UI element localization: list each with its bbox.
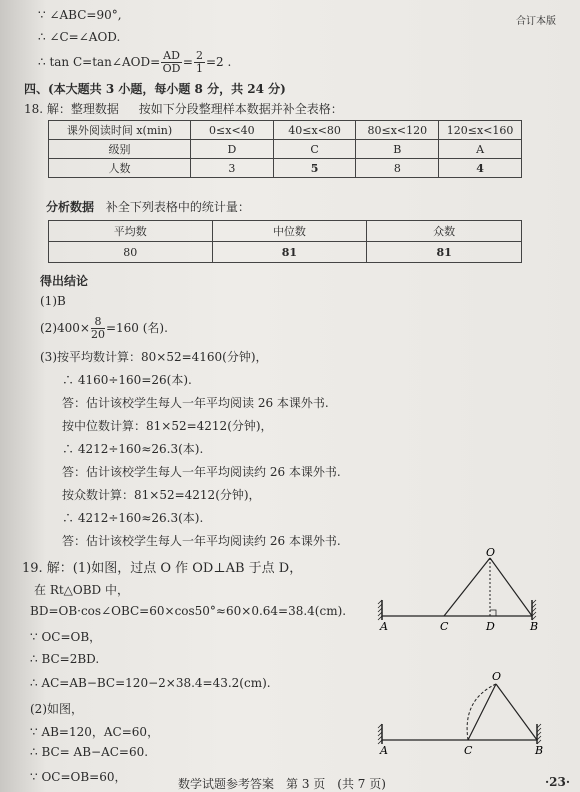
analysis-title: 分析数据: [46, 200, 95, 214]
frac-num: 2: [195, 49, 203, 62]
table-cell: 81: [367, 242, 522, 263]
q19-line-10: ∵ OC=OB=60，: [30, 770, 127, 784]
answer-3-mode-calc: ∴ 4212÷160≈26.3(本).: [62, 511, 204, 525]
table-cell: 8: [356, 159, 439, 178]
q18-instruction: 按如下分段整理样本数据并补全表格：: [138, 102, 343, 116]
table-header-row: [49, 221, 522, 242]
answer-3-mean-calc: ∴ 4160÷160=26(本).: [62, 373, 192, 387]
label-c: C: [440, 620, 449, 633]
table-cell: 中位数: [212, 221, 367, 242]
table-cell: 课外阅读时间 x(min): [49, 121, 191, 140]
label-o: O: [486, 548, 496, 559]
wall-hatch-right: [537, 724, 541, 744]
table-cell: 0≤x<40: [191, 121, 274, 140]
q19-line-9: ∴ BC= AB−AC=60.: [30, 745, 149, 759]
q19-line-7: (2)如图，: [30, 702, 83, 716]
answer-3-median-conclusion: 答：估计该校学生每人一年平均阅读约 26 本课外书.: [62, 465, 341, 479]
tan-prefix: ∴ tan C=tan∠AOD=: [38, 55, 161, 69]
answer-3-median-calc: ∴ 4212÷160≈26.3(本).: [62, 442, 204, 456]
segment-ob: [490, 558, 532, 616]
equals-sign: =: [182, 55, 193, 69]
table-cell: D: [191, 140, 274, 159]
table-cell: 平均数: [49, 221, 213, 242]
answer-3-mean: (3)按平均数计算：80×52=4160(分钟)，: [40, 350, 268, 364]
label-o: O: [492, 670, 502, 683]
table-cell: C: [273, 140, 356, 159]
fraction-8-20: [91, 316, 105, 341]
label-c: C: [464, 744, 473, 757]
line-tan-c: [38, 50, 231, 75]
q19-line-2: 在 Rt△OBD 中，: [34, 583, 129, 597]
analysis-instruction: 补全下列表格中的统计量：: [105, 200, 250, 214]
table-cell: 4: [439, 159, 522, 178]
answer-3-mode: 按众数计算：81×52=4212(分钟)，: [62, 488, 261, 502]
answer-2-suffix: =160 (名).: [105, 321, 168, 335]
geometry-figure-2: [372, 670, 552, 760]
table-cell: 人数: [49, 159, 191, 178]
analysis-line: [46, 198, 250, 215]
fraction-2-1: [194, 50, 205, 75]
answer-1: (1)B: [40, 294, 66, 308]
table-cell: 81: [212, 242, 367, 263]
q19-line-4: ∵ OC=OB，: [30, 630, 102, 644]
footer-title: 数学试题参考答案 第 3 页 (共 7 页): [178, 777, 386, 791]
q19-line-6: ∴ AC=AB−BC=120−2×38.4=43.2(cm).: [30, 676, 271, 690]
q18-intro: [24, 100, 343, 117]
label-d: D: [486, 620, 495, 633]
q19-line-5: ∴ BC=2BD.: [30, 652, 100, 666]
q19-line-3: BD=OB·cos∠OBC=60×cos50°≈60×0.64=38.4(cm).: [30, 604, 347, 618]
frequency-table: [48, 120, 522, 178]
frac-den: OD: [162, 62, 181, 75]
line-angle-abc: ∵ ∠ABC=90°,: [38, 8, 122, 22]
table-cell: 众数: [367, 221, 522, 242]
table-cell: A: [439, 140, 522, 159]
table-cell: 5: [273, 159, 356, 178]
wall-hatch-right: [532, 600, 536, 620]
table-cell: 40≤x<80: [273, 121, 356, 140]
segment-oc: [444, 558, 490, 616]
frac-den: 20: [90, 328, 105, 341]
conclusion-title: 得出结论: [40, 274, 89, 288]
label-b: B: [535, 744, 544, 757]
segment-ob: [496, 684, 537, 740]
q19-line-8: ∵ AB=120，AC=60，: [30, 725, 160, 739]
answer-2-prefix: (2)400×: [40, 321, 90, 335]
q19-line-1: 19. 解：(1)如图，过点 O 作 OD⊥AB 于点 D，: [22, 561, 303, 576]
label-a: A: [380, 620, 388, 633]
table-row: [49, 140, 522, 159]
frac-den: 1: [195, 62, 203, 75]
answer-3-median: 按中位数计算：81×52=4212(分钟)，: [62, 419, 273, 433]
table-cell: 3: [191, 159, 274, 178]
geometry-figure-1: [372, 548, 552, 638]
wall-hatch-left: [378, 600, 382, 620]
table-header-row: [49, 121, 522, 140]
statistics-table: [48, 220, 522, 263]
page-number: ·23·: [544, 775, 570, 789]
table-row: [49, 159, 522, 178]
edition-label: 合订本版: [516, 16, 556, 27]
table-cell: B: [356, 140, 439, 159]
tan-suffix: =2 .: [205, 55, 232, 69]
answer-2: [40, 316, 168, 341]
frac-num: 8: [91, 316, 105, 329]
right-angle-mark: [490, 610, 496, 616]
table-cell: 80: [49, 242, 213, 263]
label-b: B: [530, 620, 539, 633]
table-cell: 120≤x<160: [439, 121, 522, 140]
q18-intro-text: 18. 解：整理数据: [24, 102, 119, 116]
answer-3-mean-conclusion: 答：估计该校学生每人一年平均阅读 26 本课外书.: [62, 396, 329, 410]
wall-hatch-left: [378, 724, 382, 744]
table-cell: 80≤x<120: [356, 121, 439, 140]
table-row: [49, 242, 522, 263]
answer-3-mode-conclusion: 答：估计该校学生每人一年平均阅读约 26 本课外书.: [62, 534, 341, 548]
table-cell: 级别: [49, 140, 191, 159]
label-a: A: [380, 744, 388, 757]
fraction-ad-od: [161, 50, 182, 75]
line-angle-c: ∴ ∠C=∠AOD.: [38, 30, 121, 44]
frac-num: AD: [163, 49, 180, 62]
section-4-heading: 四、(本大题共 3 小题，每小题 8 分，共 24 分): [24, 82, 286, 96]
